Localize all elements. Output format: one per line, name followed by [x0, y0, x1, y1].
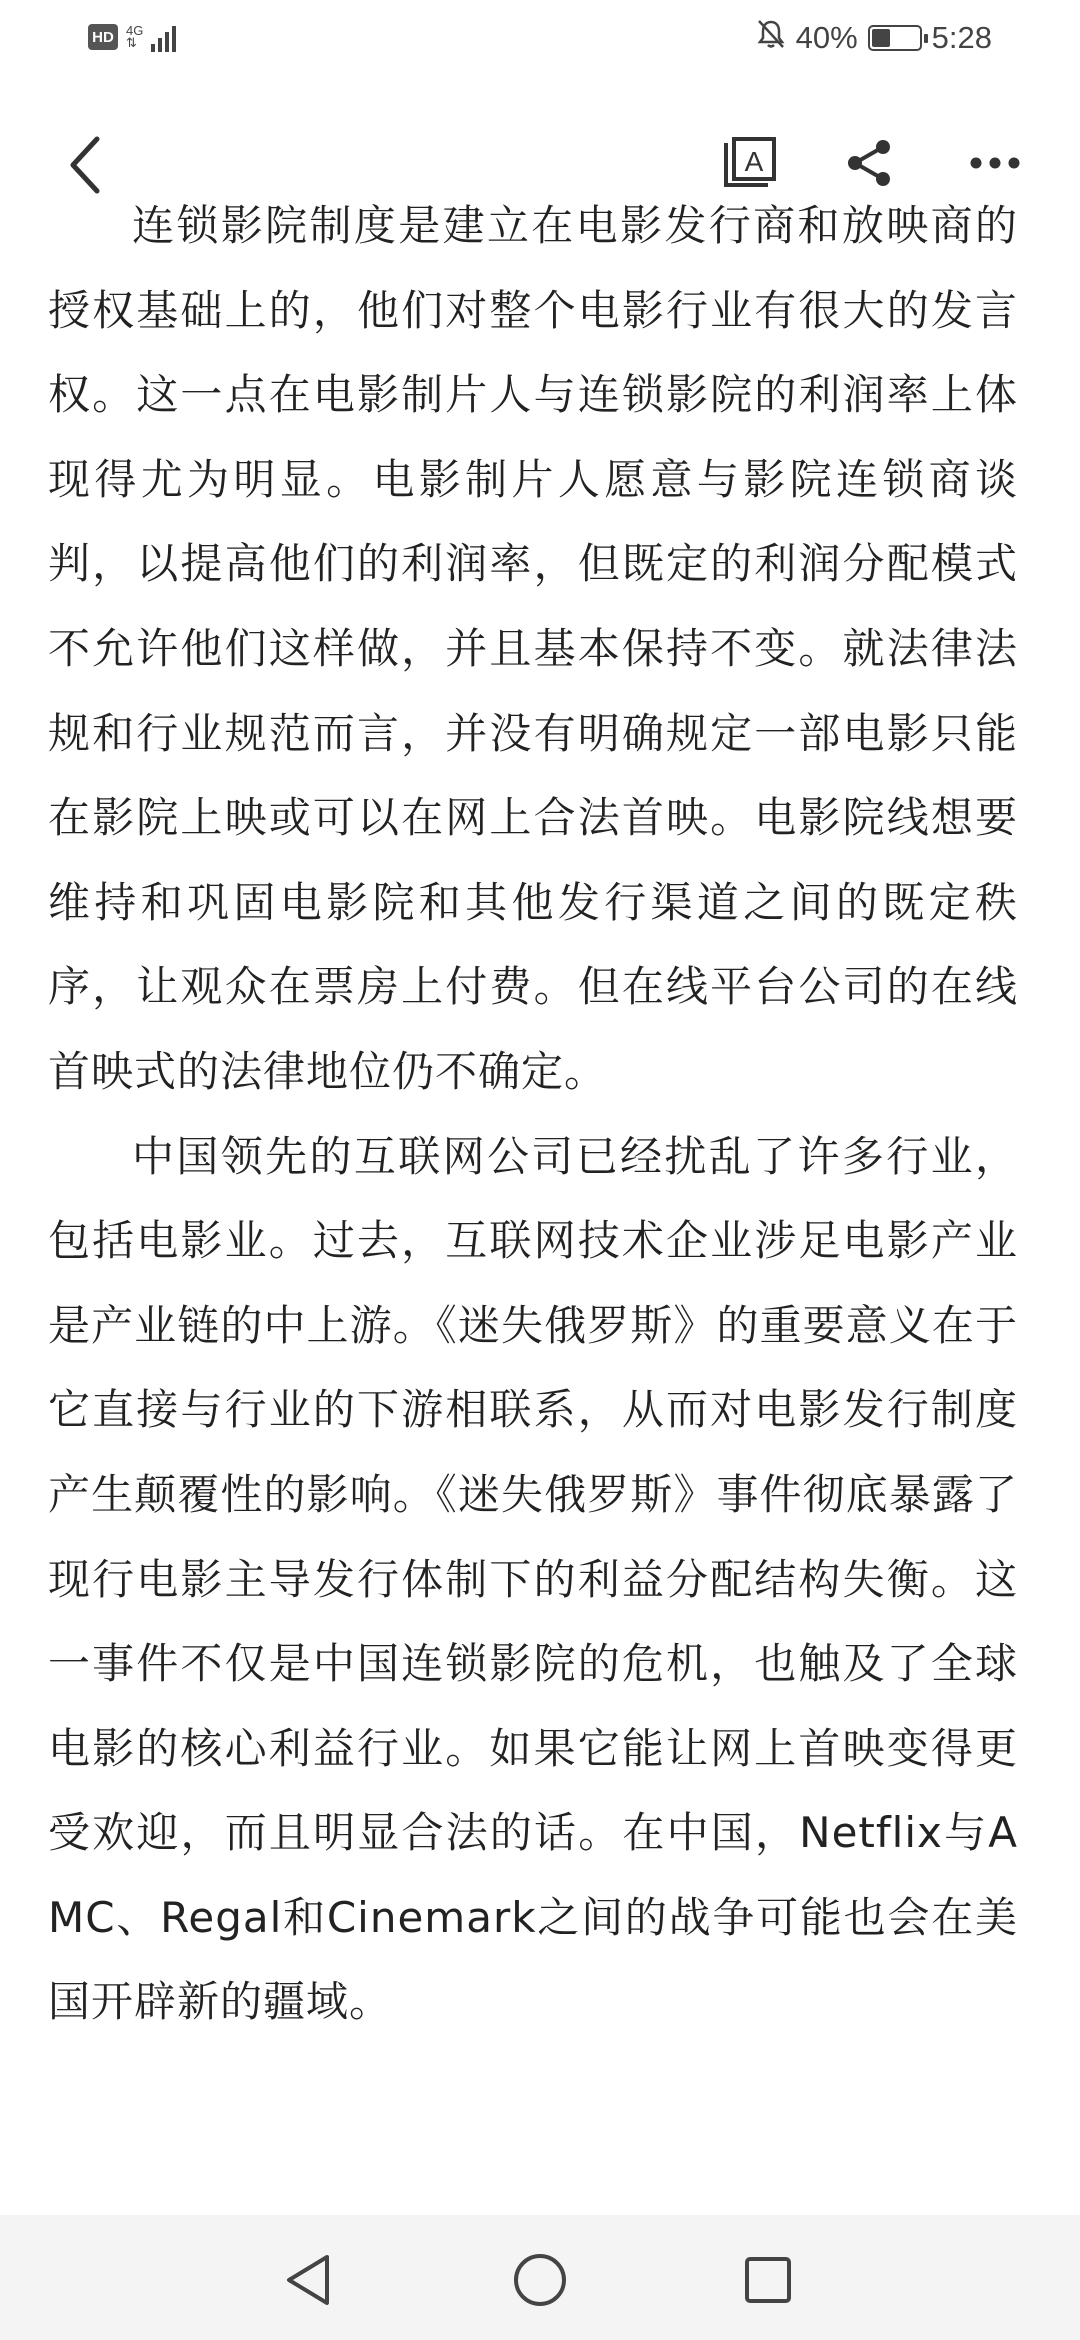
article-paragraph: 连锁影院制度是建立在电影发行商和放映商的授权基础上的，他们对整个电影行业有很大的发言权。这一点在电影制片人与连锁影院的利润率上体现得尤为明显。电影制片人愿意与影院连锁商谈判，以提高他们的利润率，但既定的利润分配模式不允许他们这样做，并且基本保持不变。就法律法规和行业规范而言，并没有明确规定一部电影只能在影院上映或可以在网上合法首映。电影院线想要维持和巩固电影院和其他发行渠道之间的既定秩序，让观众在票房上付费。但在线平台公司的在线首映式的法律地位仍不确定。 [48, 201, 1018, 1096]
data-arrows-icon: ⇅ [126, 35, 137, 50]
share-icon [845, 138, 895, 188]
more-horizontal-icon [970, 156, 1020, 170]
translate-glyph: A [744, 146, 764, 177]
signal-strength-icon [151, 22, 176, 52]
status-left [88, 22, 176, 52]
battery-percent: 40% [795, 20, 858, 55]
battery-icon [868, 25, 922, 51]
article-paragraph: 中国领先的互联网公司已经扰乱了许多行业，包括电影业。过去，互联网技术企业涉足电影产业是产业链的中上游。《迷失俄罗斯》的重要意义在于它直接与行业的下游相联系，从而对电影发行制度产生颠覆性的影响。《迷失俄罗斯》事件彻底暴露了现行电影主导发行体制下的利益分配结构失衡。这一事件不仅是中国连锁影院的危机，也触及了全球电影的核心利益行业。如果它能让网上首映变得更受欢迎，而且明显合法的话。在中国，Netflix与AMC、Regal和Cinemark之间的战争可能也会在美国开辟新的疆域。 [48, 1131, 1018, 2027]
battery-level-fill [872, 29, 890, 47]
nav-back-button[interactable] [273, 2245, 343, 2315]
system-nav-bar [0, 2215, 1080, 2340]
hd-badge: HD [88, 24, 118, 50]
mute-notifications-icon [756, 18, 786, 58]
nav-home-button[interactable] [505, 2245, 575, 2315]
article-content[interactable] [0, 201, 1080, 2215]
clock: 5:28 [931, 20, 992, 55]
network-type-text: 4G [126, 23, 144, 38]
square-recent-icon [743, 2255, 793, 2305]
article-text [48, 184, 1018, 2045]
circle-home-icon [512, 2252, 568, 2308]
status-right [756, 18, 992, 58]
translate-icon [722, 135, 778, 191]
network-type-label [126, 25, 143, 49]
triangle-back-icon [283, 2253, 333, 2307]
nav-recent-button[interactable] [733, 2245, 803, 2315]
status-bar [0, 0, 1080, 80]
